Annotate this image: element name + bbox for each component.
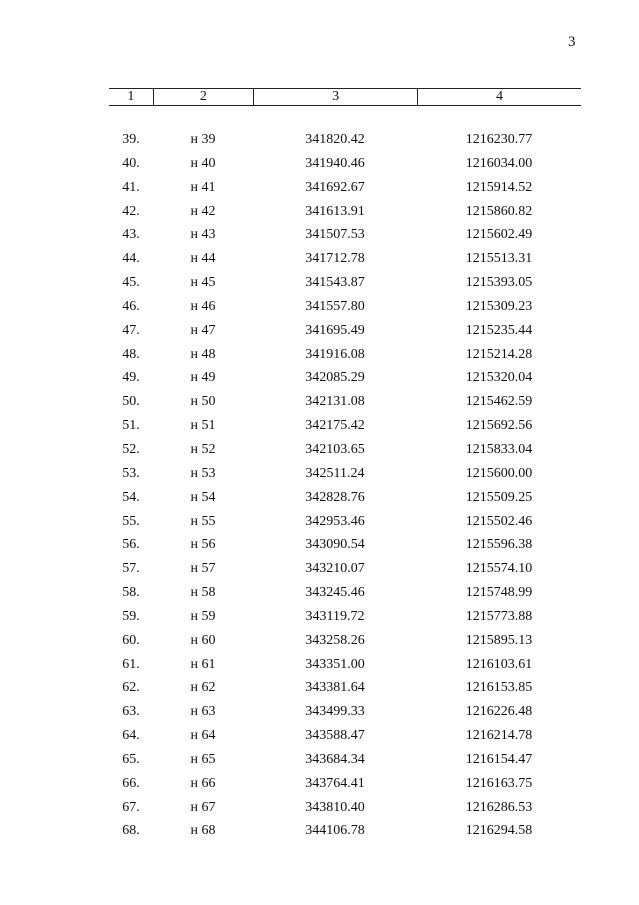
coordinate-x: 343684.34 [305,751,365,767]
coordinate-x: 343090.54 [305,537,365,553]
column-header-row [109,88,581,106]
coordinate-y: 1215214.28 [465,346,533,362]
table-row [109,319,581,343]
point-id: н 44 [190,251,216,267]
page-number: 3 [568,34,576,50]
table-row [109,605,581,629]
table-row [109,223,581,247]
table-row [109,176,581,200]
point-id: н 45 [190,275,216,291]
table-row [109,295,581,319]
point-id: н 61 [190,656,216,672]
point-id: н 59 [190,608,216,624]
coordinate-x: 341820.42 [305,132,365,147]
point-id: н 67 [190,799,216,815]
table-row [109,200,581,224]
table-row [109,629,581,653]
table-row [109,796,581,820]
coordinate-y: 1215502.46 [465,513,533,529]
row-number: 52. [122,441,140,457]
row-number: 62. [122,680,140,696]
coordinate-x: 342511.24 [305,465,365,481]
table-row [109,724,581,748]
coordinate-x: 341695.49 [305,322,365,338]
table-row [109,533,581,557]
table-row [109,366,581,390]
coordinate-x: 341940.46 [305,155,365,171]
coordinate-x: 341543.87 [305,275,365,291]
point-id: н 60 [190,632,216,648]
coordinate-x: 342103.65 [305,441,365,457]
row-number: 67. [122,799,140,815]
coordinate-y: 1215513.31 [465,251,533,267]
coordinate-y: 1216226.48 [465,704,533,720]
row-number: 42. [122,203,140,219]
row-number: 48. [122,346,140,362]
coordinate-y: 1216103.61 [465,656,533,672]
coordinate-x: 341916.08 [305,346,365,362]
coordinate-x: 341613.91 [305,203,365,219]
point-id: н 64 [190,728,216,744]
point-id: н 46 [190,298,216,314]
row-number: 39. [122,132,140,147]
coordinate-x: 343210.07 [305,561,365,577]
coordinate-x: 342953.46 [305,513,365,529]
table-row [109,271,581,295]
table-row [109,653,581,677]
row-number: 40. [122,155,140,171]
coordinate-y: 1215692.56 [465,418,533,434]
coordinate-y: 1215895.13 [465,632,533,648]
coordinate-y: 1215748.99 [465,585,533,601]
coordinate-y: 1215393.05 [465,275,533,291]
coordinate-y: 1215309.23 [465,298,533,314]
point-id: н 53 [190,465,216,481]
table-row [109,128,581,152]
coordinate-y: 1216163.75 [465,775,533,791]
coordinate-y: 1215600.00 [465,465,533,481]
row-number: 49. [122,370,140,386]
table-row [109,772,581,796]
point-id: н 43 [190,227,216,243]
table-row [109,152,581,176]
coordinate-y: 1216034.00 [465,155,533,171]
point-id: н 55 [190,513,216,529]
point-id: н 39 [190,132,216,147]
row-number: 60. [122,632,140,648]
point-id: н 58 [190,585,216,601]
coordinate-y: 1215860.82 [465,203,533,219]
table-row [109,557,581,581]
point-id: н 62 [190,680,216,696]
point-id: н 50 [190,394,216,410]
coordinate-y: 1215602.49 [465,227,533,243]
coordinate-x: 343258.26 [305,632,365,648]
coordinate-y: 1215574.10 [465,561,533,577]
table-row [109,462,581,486]
point-id: н 49 [190,370,216,386]
coordinate-y: 1216286.53 [465,799,533,815]
row-number: 46. [122,298,140,314]
point-id: н 56 [190,537,216,553]
coordinate-x: 343764.41 [305,775,365,791]
coordinate-x: 341507.53 [305,227,365,243]
point-id: н 63 [190,704,216,720]
row-number: 41. [122,179,140,195]
table-row [109,343,581,367]
row-number: 51. [122,418,140,434]
coordinate-x: 342085.29 [305,370,365,386]
coordinate-y: 1215320.04 [465,370,533,386]
row-number: 43. [122,227,140,243]
point-id: н 52 [190,441,216,457]
coordinate-x: 341692.67 [305,179,365,195]
coordinate-x: 341557.80 [305,298,365,314]
coordinate-y: 1215235.44 [465,322,533,338]
table-row [109,748,581,772]
coordinate-x: 343588.47 [305,728,365,744]
coordinate-x: 343245.46 [305,585,365,601]
point-id: н 51 [190,418,216,434]
point-id: н 57 [190,561,216,577]
point-id: н 47 [190,322,216,338]
coordinate-x: 343499.33 [305,704,365,720]
coordinate-x: 342175.42 [305,418,365,434]
row-number: 61. [122,656,140,672]
coordinate-y: 1216153.85 [465,680,533,696]
coordinate-x: 343381.64 [305,680,365,696]
coordinate-x: 343119.72 [305,608,365,624]
coordinate-y: 1215509.25 [465,489,533,505]
row-number: 63. [122,704,140,720]
coordinate-x: 342131.08 [305,394,365,410]
coordinate-x: 343810.40 [305,799,365,815]
coordinate-y: 1215773.88 [465,608,533,624]
coordinate-y: 1216230.77 [465,132,533,147]
point-id: н 68 [190,823,216,839]
point-id: н 41 [190,179,216,195]
coordinates-table-body [109,128,581,843]
table-row [109,581,581,605]
coordinate-y: 1216154.47 [465,751,533,767]
coordinate-x: 343351.00 [305,656,365,672]
table-row [109,247,581,271]
coordinate-y: 1215833.04 [465,441,533,457]
row-number: 55. [122,513,140,529]
point-id: н 48 [190,346,216,362]
row-number: 64. [122,728,140,744]
coordinate-y: 1216294.58 [465,823,533,839]
table-row [109,438,581,462]
table-row [109,676,581,700]
row-number: 44. [122,251,140,267]
row-number: 59. [122,608,140,624]
coordinates-table [109,128,581,843]
row-number: 65. [122,751,140,767]
column-header-2: 2 [153,89,253,106]
table-row [109,414,581,438]
column-header-4: 4 [418,89,581,106]
table-row [109,486,581,510]
row-number: 50. [122,394,140,410]
coordinate-y: 1216214.78 [465,728,533,744]
column-header-3: 3 [254,89,418,106]
row-number: 66. [122,775,140,791]
table-row [109,700,581,724]
row-number: 54. [122,489,140,505]
coordinate-y: 1215462.59 [465,394,533,410]
coordinate-x: 341712.78 [305,251,365,267]
row-number: 53. [122,465,140,481]
row-number: 47. [122,322,140,338]
coordinate-y: 1215596.38 [465,537,533,553]
row-number: 57. [122,561,140,577]
point-id: н 40 [190,155,216,171]
column-header-1: 1 [109,89,153,106]
row-number: 68. [122,823,140,839]
coordinate-x: 344106.78 [305,823,365,839]
coordinate-x: 342828.76 [305,489,365,505]
point-id: н 65 [190,751,216,767]
row-number: 58. [122,585,140,601]
point-id: н 66 [190,775,216,791]
row-number: 45. [122,275,140,291]
table-row [109,510,581,534]
point-id: н 54 [190,489,216,505]
coordinate-y: 1215914.52 [465,179,533,195]
table-row [109,390,581,414]
table-row [109,819,581,843]
point-id: н 42 [190,203,216,219]
row-number: 56. [122,537,140,553]
